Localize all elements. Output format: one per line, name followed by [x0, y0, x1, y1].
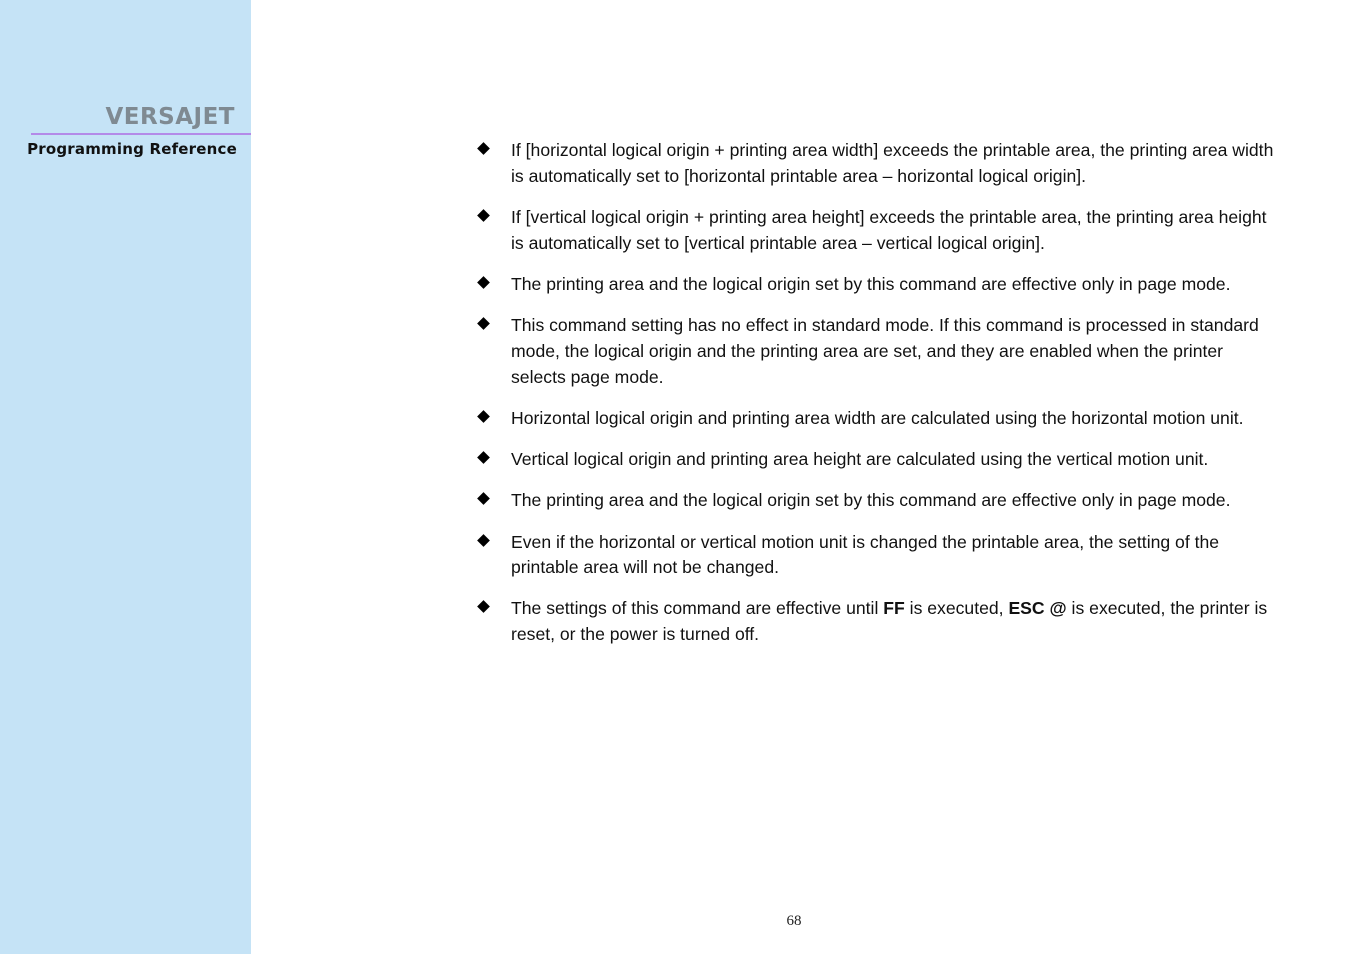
- list-item-text: Vertical logical origin and printing area height are calculated using the vertical motion unit.: [511, 449, 1209, 470]
- diamond-bullet-icon: [477, 276, 490, 289]
- list-item: [476, 447, 1276, 473]
- brand-logo-text: VERSAJET: [105, 104, 235, 130]
- list-item: [476, 138, 1276, 190]
- diamond-bullet-icon: [477, 534, 490, 547]
- brand-divider: [31, 133, 251, 135]
- list-item: [476, 272, 1276, 298]
- list-item: [476, 596, 1276, 648]
- command-ff: FF: [883, 598, 905, 619]
- list-item-text: If [vertical logical origin + printing area height] exceeds the printable area, the printing area height is automatically set to [vertical printable area – vertical logical origin].: [511, 206, 1267, 253]
- diamond-bullet-icon: [477, 410, 490, 423]
- diamond-bullet-icon: [477, 492, 490, 505]
- list-item-text: Even if the horizontal or vertical motion unit is changed the printable area, the setting of the printable area will not be changed.: [511, 531, 1220, 578]
- list-item: [476, 205, 1276, 257]
- list-item: [476, 313, 1276, 390]
- list-item-text: The settings of this command are effective until FF is executed, ESC @ is executed, the printer is reset, or the power is turned off.: [511, 598, 1268, 645]
- list-item-text: The printing area and the logical origin set by this command are effective only in page mode.: [511, 490, 1231, 511]
- list-item: [476, 530, 1276, 582]
- list-item: [476, 488, 1276, 514]
- bullet-list: [476, 138, 1276, 663]
- diamond-bullet-icon: [477, 317, 490, 330]
- list-item-text: Horizontal logical origin and printing area width are calculated using the horizontal motion unit.: [511, 407, 1244, 428]
- page-number: 68: [786, 913, 802, 929]
- diamond-bullet-icon: [477, 142, 490, 155]
- diamond-bullet-icon: [477, 601, 490, 614]
- diamond-bullet-icon: [477, 209, 490, 222]
- list-item: [476, 406, 1276, 432]
- command-esc-at: ESC @: [1008, 598, 1067, 619]
- diamond-bullet-icon: [477, 451, 490, 464]
- list-item-text: This command setting has no effect in standard mode. If this command is processed in standard mode, the logical origin and the printing area are set, and they are enabled when the printer selects page mode.: [511, 315, 1259, 387]
- document-subtitle: Programming Reference: [27, 140, 237, 158]
- list-item-text: The printing area and the logical origin set by this command are effective only in page mode.: [511, 273, 1231, 294]
- list-item-text: If [horizontal logical origin + printing area width] exceeds the printable area, the printing area width is automatically set to [horizontal printable area – horizontal logical origin].: [511, 140, 1274, 186]
- sidebar: [0, 0, 251, 954]
